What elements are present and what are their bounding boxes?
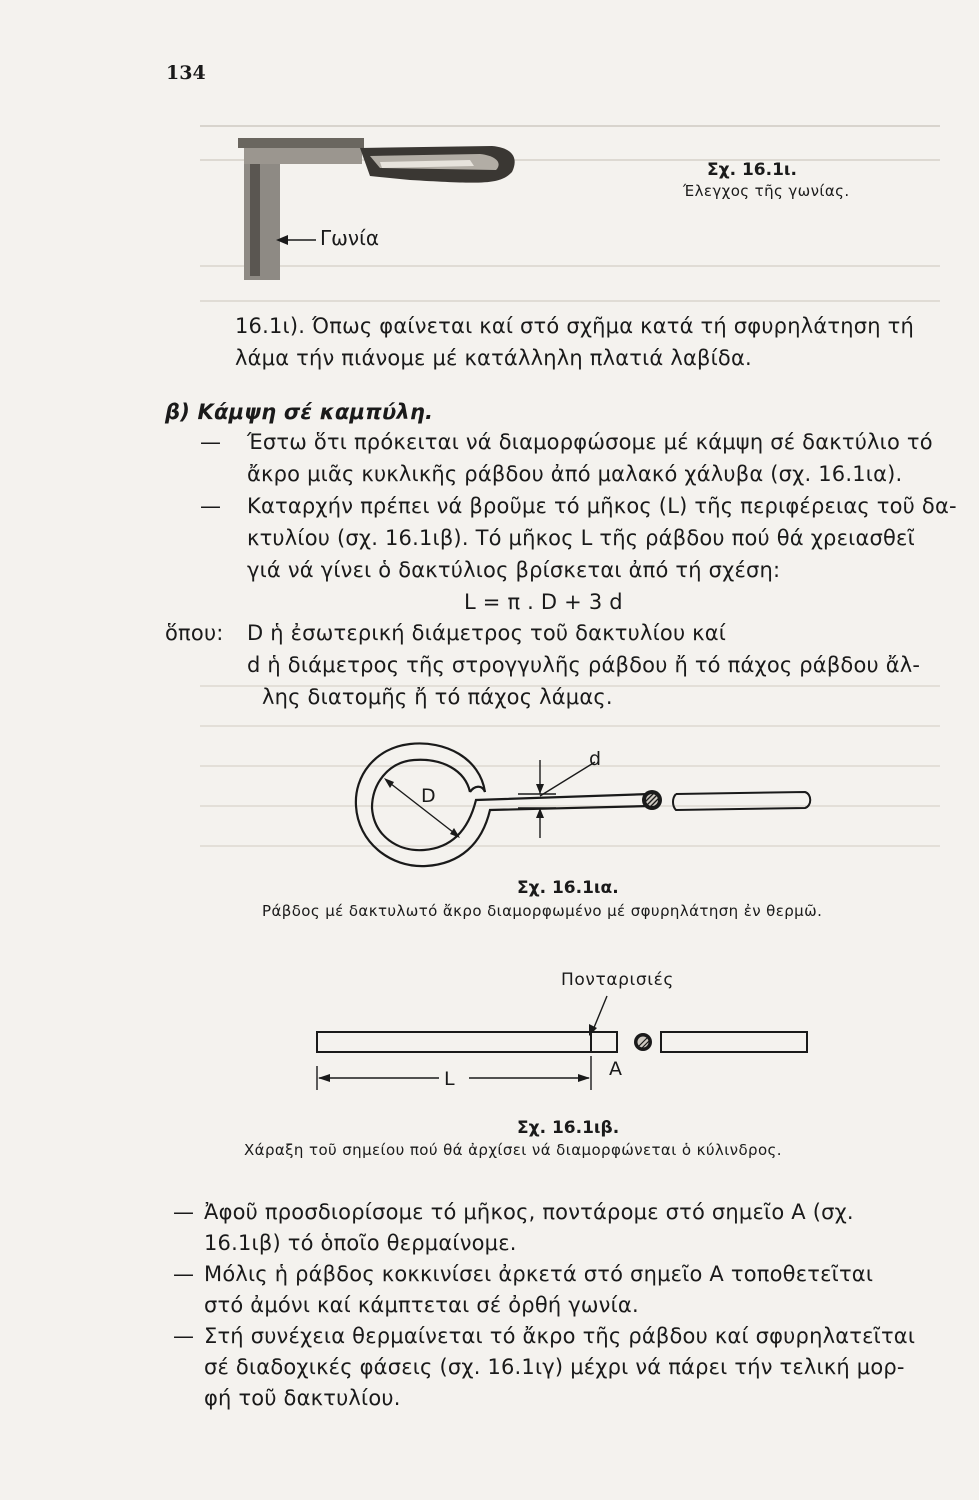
point-a-label: A <box>609 1058 622 1080</box>
section-b-item2-line3: γιά νά γίνει ὁ δακτύλιος βρίσκεται ἀπό τή σχέση: <box>247 558 781 582</box>
punch-marks-label: Πονταρισιές <box>561 970 674 990</box>
closing-item3-line3: φή τοῦ δακτυλίου. <box>204 1386 401 1410</box>
square-label-arrow <box>276 235 316 245</box>
page-number: 134 <box>166 62 206 84</box>
right-rod <box>661 1032 807 1052</box>
section-b-item2-line1: Καταρχήν πρέπει νά βροῦμε τό μῆκος (L) τῆς περιφέρειας τοῦ δα- <box>247 494 957 518</box>
rod-cross-section <box>642 790 662 810</box>
list-dash: — <box>173 1200 195 1224</box>
figure-1ia-caption-text: Ράβδος μέ δακτυλωτό ἄκρο διαμορφωμένο μέ σφυρηλάτηση ἐν θερμῶ. <box>262 902 823 920</box>
list-dash: — <box>173 1262 195 1286</box>
marked-rod <box>317 1032 617 1052</box>
where-label: ὅπου: <box>165 621 224 645</box>
section-b-item1-line1: Έστω ὅτι πρόκειται νά διαμορφώσομε μέ κάμψη σέ δακτύλιο τό <box>247 430 933 454</box>
figure-1i-caption-title: Σχ. 16.1ι. <box>707 160 797 180</box>
list-dash: — <box>173 1324 195 1348</box>
square-check-figure <box>230 130 530 290</box>
where-line-2: d ἡ διάμετρος τῆς στρογγυλῆς ράβδου ἤ τό πάχος ράβδου ἄλ- <box>247 653 921 677</box>
intro-line-2: λάμα τήν πιάνομε μέ κατάλληλη πλατιά λαβίδα. <box>235 346 752 370</box>
ring-rod-diagram <box>350 740 820 880</box>
section-b-item1-line2: ἄκρο μιᾶς κυκλικῆς ράβδου ἀπό μαλακό χάλυβα (σχ. 16.1ια). <box>247 462 903 486</box>
where-line-3: λης διατομῆς ἤ τό πάχος λάμας. <box>262 685 613 709</box>
rod-marking-diagram <box>305 990 825 1100</box>
list-dash: — <box>200 430 222 454</box>
section-b-heading: β) Κάμψη σέ καμπύλη. <box>165 400 434 424</box>
inner-diameter-label: D <box>421 785 436 807</box>
figure-1ia-caption-title: Σχ. 16.1ια. <box>517 878 619 898</box>
ring-length-formula: L = π . D + 3 d <box>464 590 623 614</box>
section-b-item2-line2: κτυλίου (σχ. 16.1ιβ). Τό μῆκος L τῆς ράβδου πού θά χρειασθεῖ <box>247 526 915 550</box>
square-label: Γωνία <box>320 226 380 250</box>
closing-item3-line2: σέ διαδοχικές φάσεις (σχ. 16.1ιγ) μέχρι νά πάρει τήν τελική μορ- <box>204 1355 905 1379</box>
intro-line-1: 16.1ι). Όπως φαίνεται καί στό σχῆμα κατά τή σφυρηλάτηση τή <box>235 314 914 338</box>
length-label: L <box>444 1068 455 1090</box>
marked-rod-cross-section <box>634 1033 652 1051</box>
closing-item1-line2: 16.1ιβ) τό ὁποῖο θερμαίνομε. <box>204 1231 517 1255</box>
list-dash: — <box>200 494 222 518</box>
closing-item2-line1: Μόλις ἡ ράβδος κοκκινίσει ἀρκετά στό σημεῖο Α τοποθετεῖται <box>204 1262 874 1286</box>
closing-item2-line2: στό ἀμόνι καί κάμπτεται σέ ὀρθή γωνία. <box>204 1293 639 1317</box>
square-tool-illustration <box>238 138 515 280</box>
where-line-1: D ἡ ἐσωτερική διάμετρος τοῦ δακτυλίου καί <box>247 621 727 645</box>
closing-item3-line1: Στή συνέχεια θερμαίνεται τό ἄκρο τῆς ράβδου καί σφυρηλατεῖται <box>204 1324 916 1348</box>
figure-1i-caption-text: Έλεγχος τῆς γωνίας. <box>683 182 850 200</box>
rod-thickness-label: d <box>589 748 602 770</box>
figure-1ib-caption-title: Σχ. 16.1ιβ. <box>517 1118 620 1138</box>
figure-1ib-caption-text: Χάραξη τοῦ σημείου πού θά ἀρχίσει νά διαμορφώνεται ὁ κύλινδρος. <box>244 1141 782 1159</box>
straight-rod <box>673 792 810 810</box>
ring-inner <box>372 760 650 850</box>
closing-item1-line1: Ἀφοῦ προσδιορίσομε τό μῆκος, ποντάρομε στό σημεῖο Α (σχ. <box>204 1200 854 1224</box>
